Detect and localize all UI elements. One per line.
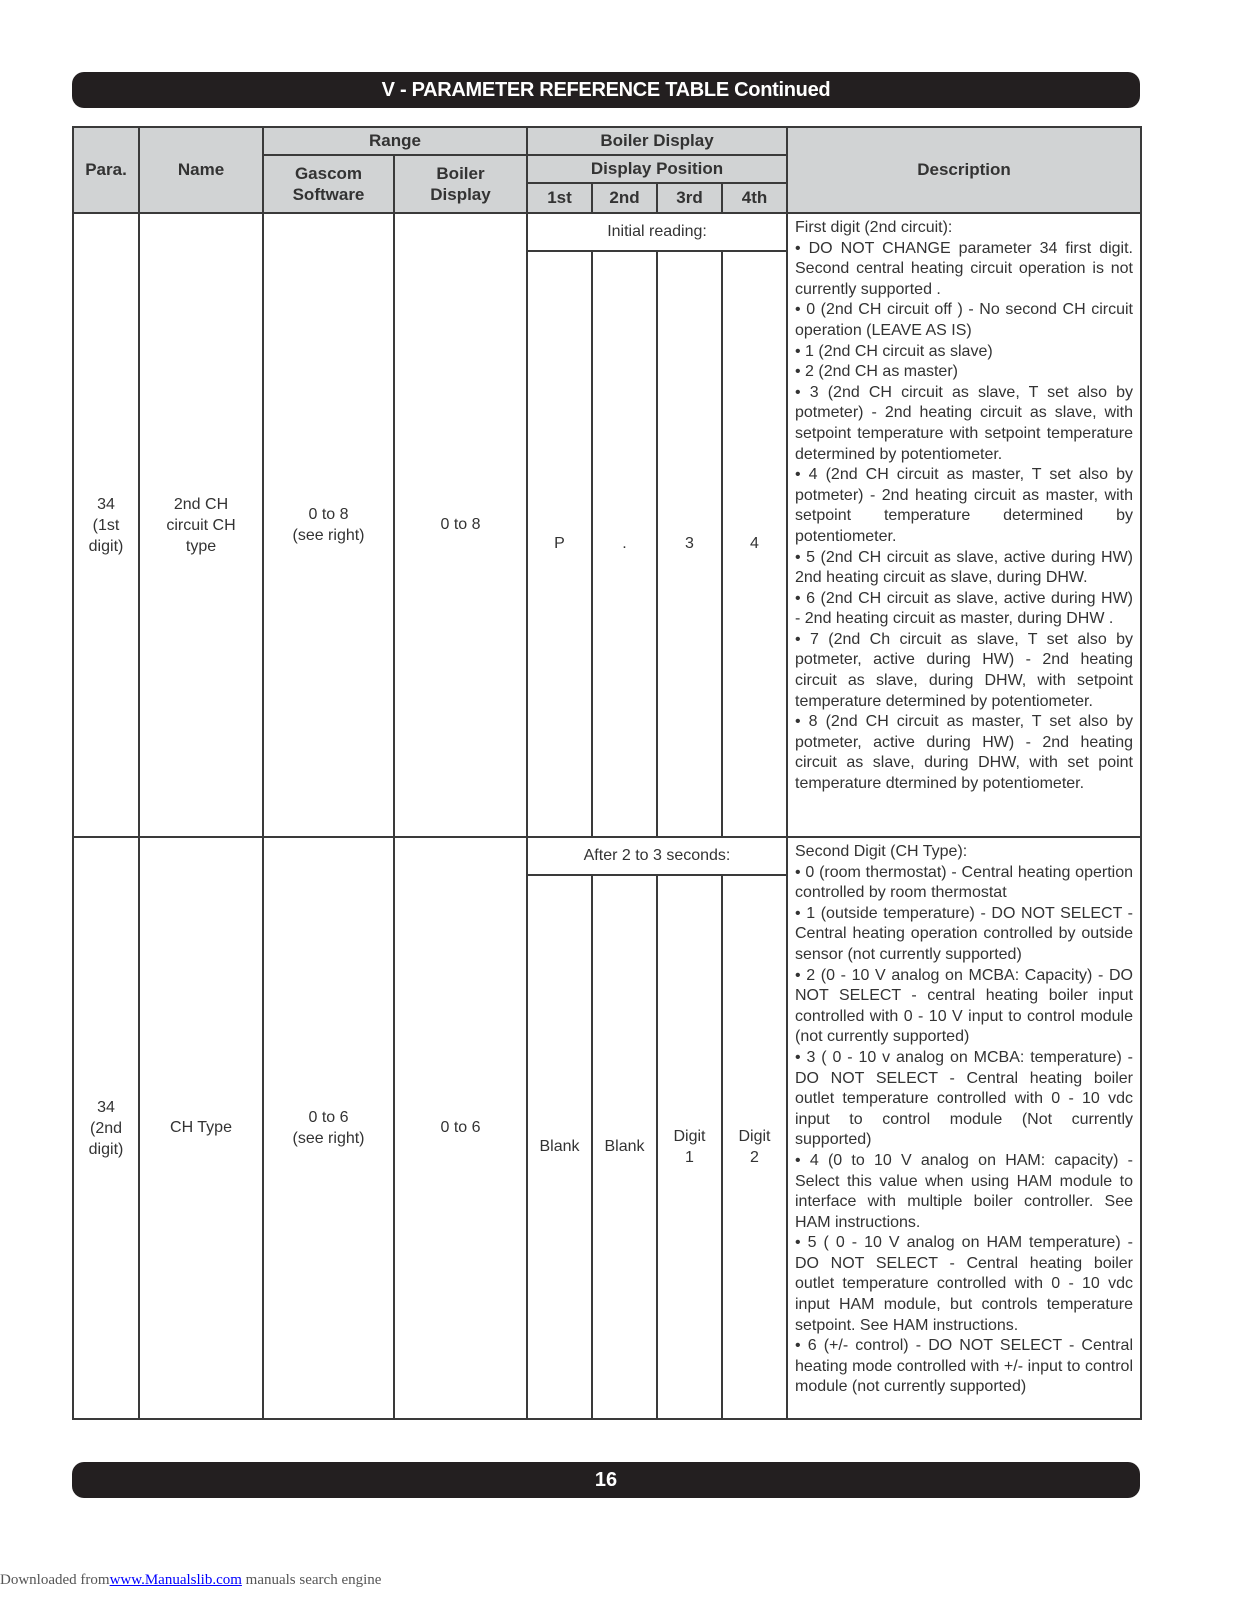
cell-description: Second Digit (CH Type): • 0 (room thermostat) - Central heating opertion controlled by room thermostat • 1 (outside temperature) - DO NOT SELECT - Central heating operation controlled by outside sensor (not currently supported) • 2 (0 - 10 V analog on MCBA: Capacity) - DO NOT SELECT - central heating boiler input controlled with 0 - 10 V input to control module (not currently supported) • 3 ( 0 - 10 v analog on MCBA: temperature) - DO NOT SELECT - Central heating boiler outlet temperature controlled with 0 - 10 vdc input to control module (Not currently supported) • 4 (0 to 10 V analog on HAM: capacity) - Select this value when using HAM module to interface with multiple boiler controller. See HAM instructions. • 5 ( 0 - 10 V analog on HAM temperature) - DO NOT SELECT - Central heating boiler outlet temperature controlled with 0 - 10 vdc input HAM module, but controls temperature setpoint. See HAM instructions. • 6 (+/- control) - DO NOT SELECT - Central heating mode controlled with +/- input to control module (not currently supported) xyxy=(787,837,1141,1419)
cell-name: 2nd CH circuit CH type xyxy=(139,213,263,837)
header-para: Para. xyxy=(73,127,139,213)
table-row xyxy=(73,837,1141,875)
table-row xyxy=(73,213,1141,251)
cell-pos-3rd: 3 xyxy=(657,251,722,837)
header-range: Range xyxy=(263,127,527,155)
page-number: 16 xyxy=(72,1462,1140,1498)
header-pos-3rd: 3rd xyxy=(657,183,722,213)
cell-pos-1st: Blank xyxy=(527,875,592,1419)
cell-boiler-range: 0 to 6 xyxy=(394,837,527,1419)
cell-pos-1st: P xyxy=(527,251,592,837)
cell-reading-label: After 2 to 3 seconds: xyxy=(527,837,787,875)
cell-pos-2nd: . xyxy=(592,251,657,837)
header-name: Name xyxy=(139,127,263,213)
header-boiler-display-range: Boiler Display xyxy=(394,155,527,213)
cell-description: First digit (2nd circuit): • DO NOT CHANGE parameter 34 first digit. Second central heating circuit operation is not currently supported . • 0 (2nd CH circuit off ) - No second CH circuit operation (LEAVE AS IS) • 1 (2nd CH circuit as slave) • 2 (2nd CH as master) • 3 (2nd CH circuit as slave, T set also by potmeter) - 2nd heating circuit as slave, with setpoint temperature with setpoint temperature determined by potentiometer. • 4 (2nd CH circuit as master, T set also by potmeter) - 2nd heating circuit as master, with setpoint temperature determined by potentiometer. • 5 (2nd CH circuit as slave, active during HW) 2nd heating circuit as slave, during DHW. • 6 (2nd CH circuit as slave, active during HW) - 2nd heating circuit as master, during DHW . • 7 (2nd Ch circuit as slave, T set also by potmeter, active during HW) - 2nd heating circuit as slave, during DHW, with setpoint temperature determined by potentiometer. • 8 (2nd CH circuit as master, T set also by potmeter, active during HW) - 2nd heating circuit as slave, during DHW, with set point temperature dtermined by potentiometer. xyxy=(787,213,1141,837)
cell-pos-4th: Digit 2 xyxy=(722,875,787,1419)
parameter-table xyxy=(72,126,1142,1420)
cell-para: 34 (2nd digit) xyxy=(73,837,139,1419)
header-boiler-display: Boiler Display xyxy=(527,127,787,155)
download-suffix: manuals search engine xyxy=(241,1572,382,1588)
header-gascom-software: Gascom Software xyxy=(263,155,394,213)
cell-boiler-range: 0 to 8 xyxy=(394,213,527,837)
cell-reading-label: Initial reading: xyxy=(527,213,787,251)
cell-gascom-range: 0 to 6 (see right) xyxy=(263,837,394,1419)
page-title: V - PARAMETER REFERENCE TABLE Continued xyxy=(72,72,1140,108)
header-pos-4th: 4th xyxy=(722,183,787,213)
header-pos-1st: 1st xyxy=(527,183,592,213)
download-prefix: Downloaded from xyxy=(0,1572,110,1588)
header-display-position: Display Position xyxy=(527,155,787,183)
header-pos-2nd: 2nd xyxy=(592,183,657,213)
manualslib-link[interactable]: www.Manualslib.com xyxy=(109,1572,242,1588)
cell-pos-2nd: Blank xyxy=(592,875,657,1419)
cell-pos-3rd: Digit 1 xyxy=(657,875,722,1419)
header-description: Description xyxy=(787,127,1141,213)
cell-gascom-range: 0 to 8 (see right) xyxy=(263,213,394,837)
cell-para: 34 (1st digit) xyxy=(73,213,139,837)
cell-name: CH Type xyxy=(139,837,263,1419)
cell-pos-4th: 4 xyxy=(722,251,787,837)
download-note xyxy=(0,1572,381,1589)
